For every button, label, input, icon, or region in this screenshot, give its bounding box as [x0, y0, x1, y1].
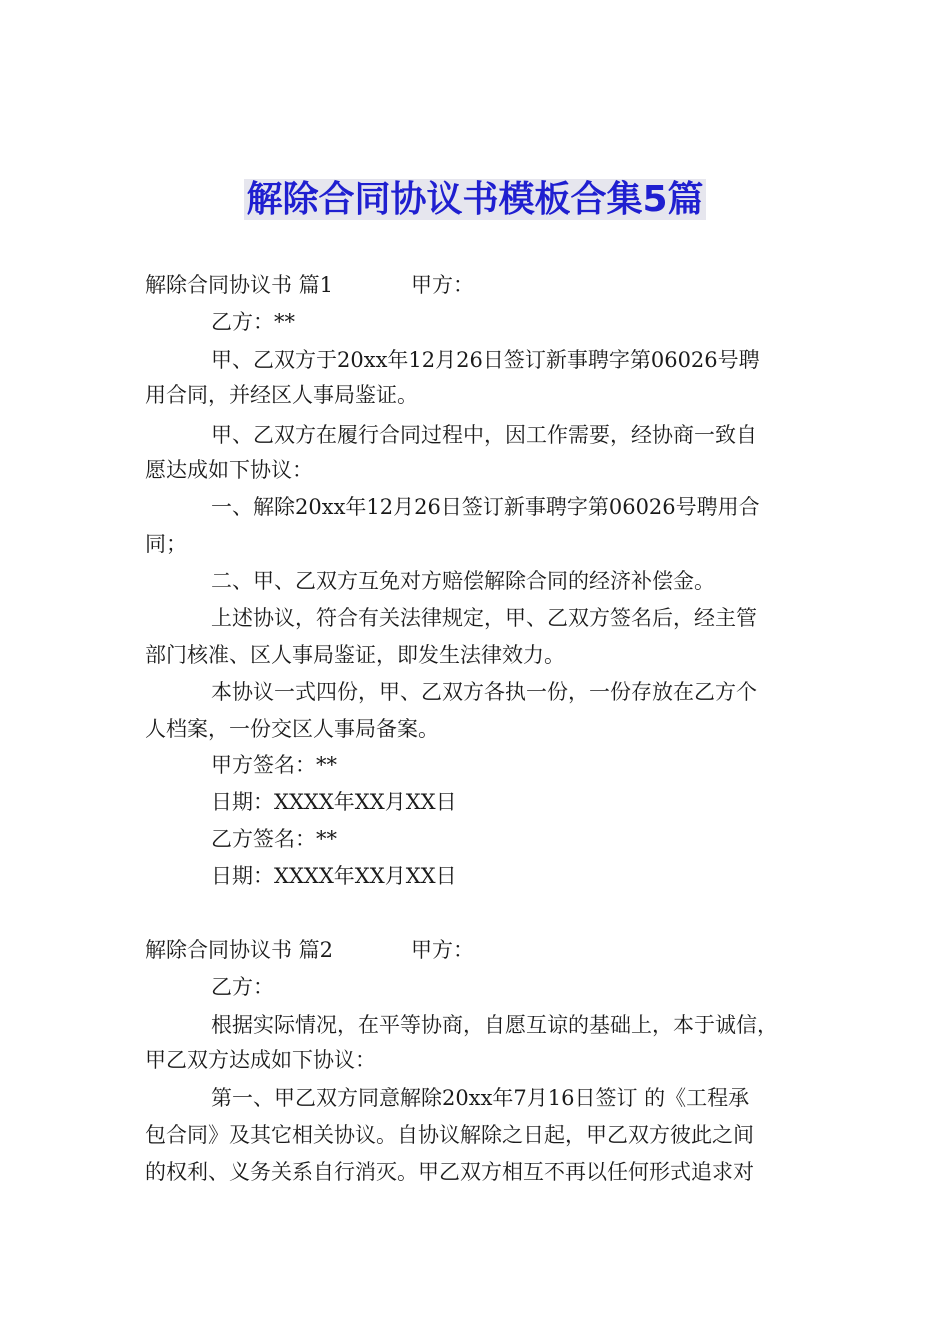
section2-heading-row [145, 935, 745, 965]
section1-signature-a: 甲方签名：** [211, 753, 337, 777]
section2-paragraph-line: 甲乙双方达成如下协议： [145, 1048, 376, 1072]
section2-party-b: 乙方： [211, 975, 274, 999]
section2-paragraph-line: 根据实际情况，在平等协商，自愿互谅的基础上，本于诚信， [211, 1013, 778, 1037]
document-title-text: 解除合同协议书模板合集5篇 [246, 179, 704, 220]
section1-signature-b: 乙方签名：** [211, 827, 337, 851]
section1-paragraph-line: 愿达成如下协议： [145, 458, 313, 482]
section1-paragraph-line: 甲、乙双方于20xx年12月26日签订新事聘字第06026号聘 [211, 348, 760, 372]
section1-party-a: 甲方： [411, 273, 474, 297]
section2-party-a: 甲方： [411, 938, 474, 962]
section1-paragraph-line: 一、解除20xx年12月26日签订新事聘字第06026号聘用合 [211, 495, 760, 519]
section1-paragraph-line: 本协议一式四份，甲、乙双方各执一份，一份存放在乙方个 [211, 680, 757, 704]
section2-paragraph-line: 第一、甲乙双方同意解除20xx年7月16日签订 的《工程承 [211, 1086, 750, 1110]
section2-heading: 解除合同协议书 篇2 [145, 938, 334, 962]
section2-paragraph-line: 的权利、义务关系自行消灭。甲乙双方相互不再以任何形式追求对 [145, 1160, 754, 1184]
section1-paragraph-line: 甲、乙双方在履行合同过程中，因工作需要，经协商一致自 [211, 423, 757, 447]
section2-paragraph-line: 包合同》及其它相关协议。自协议解除之日起，甲乙双方彼此之间 [145, 1123, 754, 1147]
section1-date-a: 日期：XXXX年XX月XX日 [211, 790, 457, 814]
section1-paragraph-line: 部门核准、区人事局鉴证，即发生法律效力。 [145, 643, 565, 667]
section1-paragraph-line: 用合同，并经区人事局鉴证。 [145, 383, 418, 407]
section1-paragraph-line: 人档案，一份交区人事局备案。 [145, 717, 439, 741]
section1-date-b: 日期：XXXX年XX月XX日 [211, 864, 457, 888]
document-title [0, 176, 950, 224]
section1-heading-row [145, 270, 745, 300]
section1-paragraph-line: 二、甲、乙双方互免对方赔偿解除合同的经济补偿金。 [211, 569, 715, 593]
section1-paragraph-line: 上述协议，符合有关法律规定，甲、乙双方签名后，经主管 [211, 606, 757, 630]
section1-heading: 解除合同协议书 篇1 [145, 273, 334, 297]
section1-party-b: 乙方：** [211, 310, 295, 334]
section1-paragraph-line: 同； [145, 532, 187, 556]
